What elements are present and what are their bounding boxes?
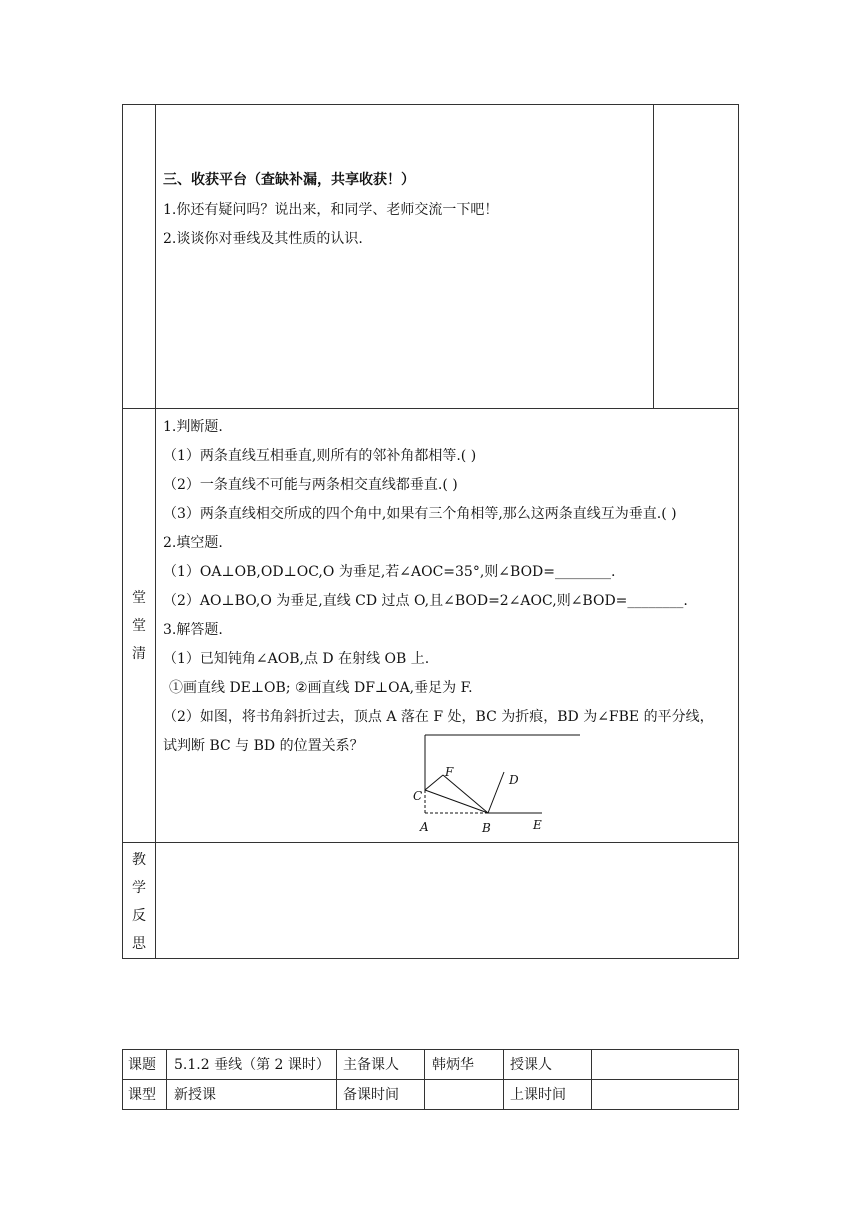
info-label-prep-time: 备课时间 [343, 1087, 399, 1103]
info-label-preparer: 主备课人 [343, 1057, 399, 1073]
info-value-preparer: 韩炳华 [432, 1057, 474, 1073]
table-border-top [122, 104, 738, 105]
info-border-c5 [591, 1049, 592, 1110]
figure-label-c: C [413, 789, 423, 803]
figure-bd [488, 772, 504, 813]
practice-line-12: 试判断 BC 与 BD 的位置关系？ [163, 738, 364, 754]
section3-heading: 三、收获平台（查缺补漏，共享收获！） [163, 172, 415, 188]
info-value-topic: 5.1.2 垂线（第 2 课时） [174, 1057, 330, 1073]
reflection-label-char-3: 反 [132, 908, 146, 924]
figure-crease-cb [425, 790, 488, 813]
info-value-type: 新授课 [174, 1087, 216, 1103]
info-label-topic: 课题 [128, 1057, 156, 1073]
practice-line-6: （1）OA⊥OB,OD⊥OC,O 为垂足,若∠AOC=35°,则∠BOD=________. [163, 564, 616, 580]
reflection-label [124, 846, 154, 958]
practice-label-char-3: 清 [132, 646, 146, 662]
figure-label-d: D [509, 773, 519, 787]
practice-label-char-2: 堂 [132, 618, 146, 634]
table-border-row1 [122, 408, 738, 409]
practice-line-8: 3.解答题. [163, 622, 223, 638]
info-border-top [122, 1049, 738, 1050]
table-border-right [738, 104, 739, 959]
info-border-c6 [738, 1049, 739, 1110]
info-label-type: 课型 [128, 1087, 156, 1103]
section3-item-1: 1.你还有疑问吗？说出来，和同学、老师交流一下吧！ [163, 202, 499, 218]
table-border-row2 [122, 842, 738, 843]
section3-item-2: 2.谈谈你对垂线及其性质的认识. [163, 231, 363, 247]
practice-line-11: （2）如图，将书角斜折过去，顶点 A 落在 F 处，BC 为折痕，BD 为∠FBE 的平分线， [163, 709, 714, 725]
figure-label-e: E [533, 818, 542, 832]
table-border-left [122, 104, 123, 959]
info-border-bottom [122, 1109, 738, 1110]
practice-line-1: 1.判断题. [163, 419, 223, 435]
practice-line-7: （2）AO⊥BO,O 为垂足,直线 CD 过点 O,且∠BOD=2∠AOC,则∠BOD=________. [163, 593, 688, 609]
figure-fb [443, 775, 488, 813]
info-border-c4 [503, 1049, 504, 1110]
table-border-col2 [653, 104, 654, 409]
reflection-label-char-4: 思 [132, 936, 146, 952]
practice-line-10: ①画直线 DE⊥OB; ②画直线 DF⊥OA,垂足为 F. [169, 680, 473, 696]
practice-line-3: （2）一条直线不可能与两条相交直线都垂直.( ) [163, 477, 458, 493]
practice-line-2: （1）两条直线互相垂直,则所有的邻补角都相等.( ) [163, 448, 477, 464]
fold-figure [400, 728, 590, 838]
info-border-mid [122, 1079, 738, 1080]
figure-label-b: B [482, 821, 491, 835]
figure-label-f: F [445, 765, 454, 779]
reflection-label-char-2: 学 [132, 880, 146, 896]
table-border-bottom [122, 958, 738, 959]
figure-cf [425, 775, 443, 790]
practice-label [124, 584, 154, 668]
reflection-label-char-1: 教 [132, 852, 146, 868]
figure-label-a: A [420, 820, 429, 834]
practice-label-char-1: 堂 [132, 590, 146, 606]
table-border-col1 [155, 104, 156, 959]
practice-line-4: （3）两条直线相交所成的四个角中,如果有三个角相等,那么这两条直线互为垂直.( ) [163, 506, 677, 522]
info-border-c1 [166, 1049, 167, 1110]
practice-line-9: （1）已知钝角∠AOB,点 D 在射线 OB 上. [163, 651, 430, 667]
practice-line-5: 2.填空题. [163, 535, 223, 551]
info-border-c3 [424, 1049, 425, 1110]
info-border-c0 [122, 1049, 123, 1110]
info-border-c2 [336, 1049, 337, 1110]
info-label-teacher: 授课人 [510, 1057, 552, 1073]
info-label-class-time: 上课时间 [510, 1087, 566, 1103]
